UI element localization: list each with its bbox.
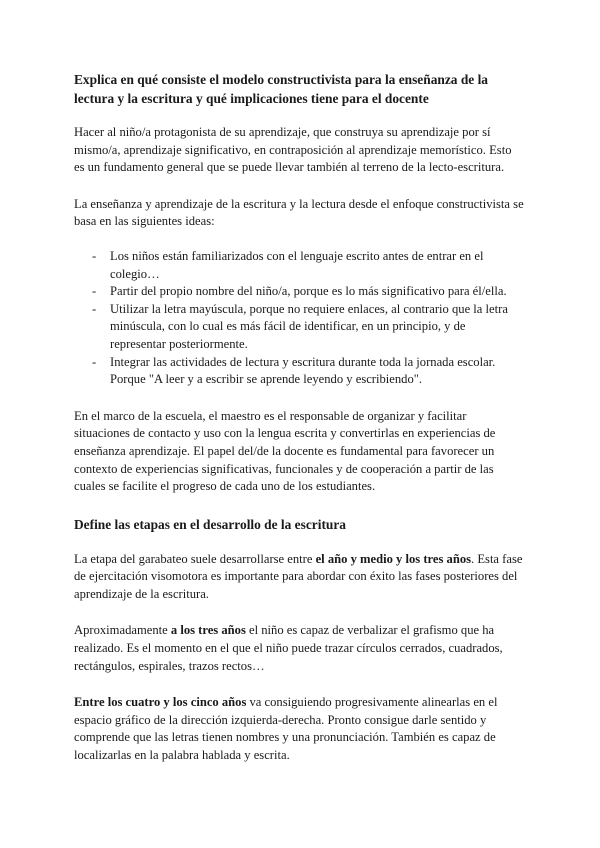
section1-paragraph-3: En el marco de la escuela, el maestro es el responsable de organizar y facilitar situaciones de contacto y uso con la lengua escrita y convertirlas en experiencias de enseñanza aprendizaje. El papel del/de la docente es fundamental para favorecer un contexto de experiencias significativas, funcionales y de cooperación a partir de las cuales se facilite el progreso de cada uno de los estudiantes. <box>74 408 496 494</box>
section2-paragraph-2 <box>74 622 524 675</box>
list-item-text: Utilizar la letra mayúscula, porque no requiere enlaces, al contrario que la letra minúscula, con lo cual es más fácil de identificar, en un principio, y de representar posteriormente. <box>110 301 508 351</box>
section2-paragraph-3 <box>74 694 524 764</box>
list-item <box>92 301 524 354</box>
para-text: La etapa del garabateo suele desarrollarse entre <box>74 551 316 566</box>
list-item-text: Los niños están familiarizados con el lenguaje escrito antes de entrar en el colegio… <box>110 248 484 281</box>
para-text: el niño es capaz de verbalizar el grafismo que ha realizado. Es el momento en el que el niño puede trazar círculos cerrados, cuadrados, rectángulos, espirales, trazos rectos… <box>74 623 503 673</box>
section2-paragraph-1 <box>74 551 524 604</box>
list-item <box>92 354 524 389</box>
section1-paragraph-1: Hacer al niño/a protagonista de su aprendizaje, que construya su aprendizaje por sí mismo/a, aprendizaje significativo, en contraposición al aprendizaje memorístico. Esto es un fundamento general que se puede llevar también al terreno de la lecto-escritura. <box>74 125 512 175</box>
para-bold-text: Entre los cuatro y los cinco años <box>74 695 247 710</box>
list-item <box>92 248 524 283</box>
para-bold-text: el año y medio y los tres años <box>315 551 472 566</box>
bullet-dash: - <box>92 248 97 263</box>
para-text: Aproximadamente <box>74 623 171 638</box>
section1-paragraph-2: La enseñanza y aprendizaje de la escritura y la lectura desde el enfoque constructivista se basa en las siguientes ideas: <box>74 196 524 229</box>
para-text: va consiguiendo progresivamente alinearlas en el espacio gráfico de la dirección izquierda-derecha. Pronto consigue darle sentido y comprende que las letras tienen nombres y una pronunciación. También es capaz de localizarlas en la palabra hablada y escrita. <box>74 695 498 763</box>
ideas-list <box>92 248 524 389</box>
list-item-text: Integrar las actividades de lectura y escritura durante toda la jornada escolar. Porque "A leer y a escribir se aprende leyendo y escribiendo". <box>110 354 496 387</box>
para-text: . Esta fase de ejercitación visomotora es importante para abordar con éxito las fases posteriores del aprendizaje de la escritura. <box>74 551 523 601</box>
bullet-dash: - <box>92 284 97 299</box>
bullet-dash: - <box>92 301 97 316</box>
bullet-dash: - <box>92 354 97 369</box>
list-item <box>92 283 524 301</box>
para-bold-text: a los tres años <box>170 623 246 638</box>
section1-heading: Explica en qué consiste el modelo constructivista para la enseñanza de la lectura y la escritura y qué implicaciones tiene para el docente <box>74 72 488 106</box>
list-item-text: Partir del propio nombre del niño/a, porque es lo más significativo para él/ella. <box>110 284 507 299</box>
section2-heading: Define las etapas en el desarrollo de la escritura <box>74 516 346 532</box>
